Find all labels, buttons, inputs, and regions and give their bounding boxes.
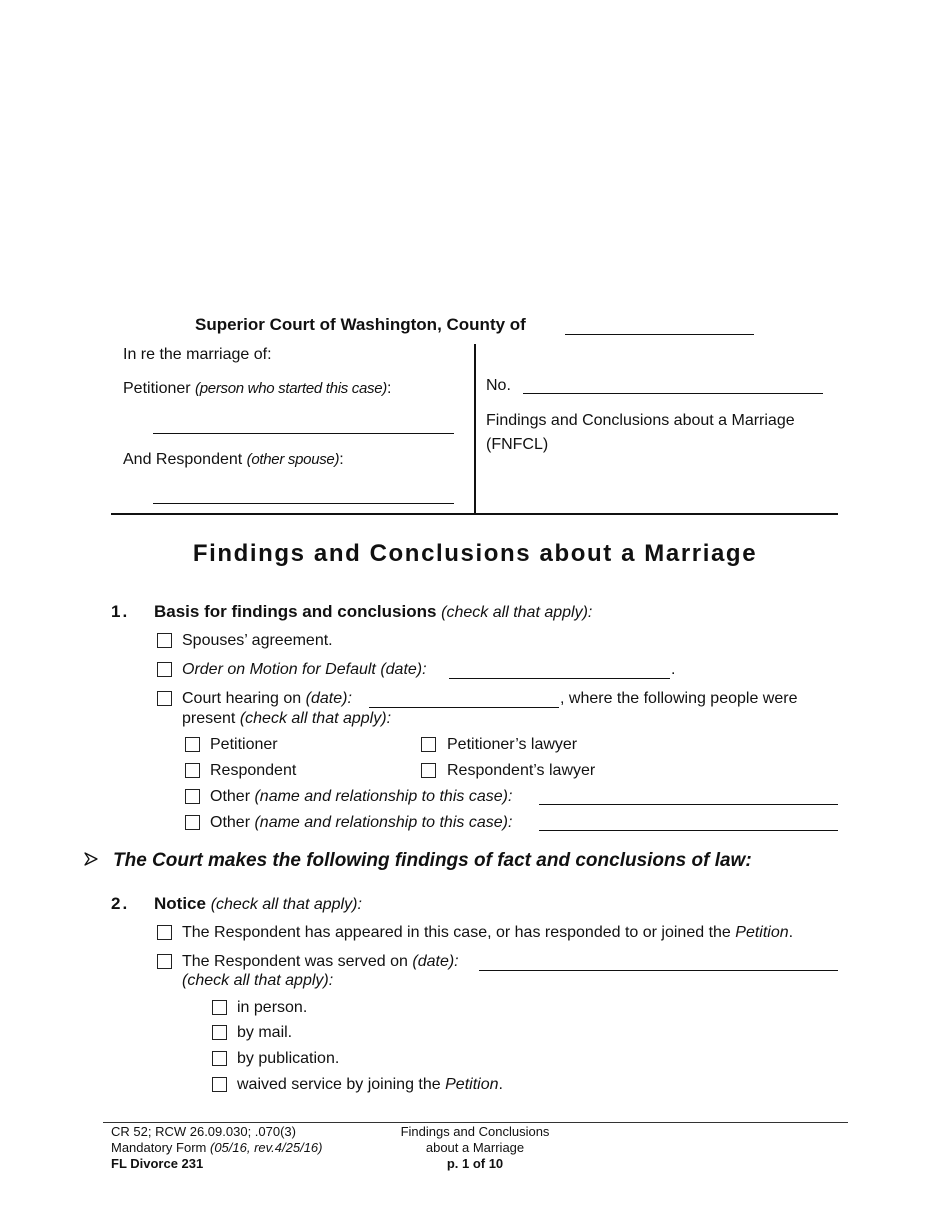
footer-center-line2: about a Marriage (425, 1140, 525, 1155)
respondent-name-field[interactable] (153, 483, 454, 504)
default-period: . (671, 661, 676, 678)
present-respondents-lawyer-label: Respondent’s lawyer (447, 762, 596, 779)
respondent-served-label: The Respondent was served on (date): (182, 953, 459, 970)
present-petitioners-lawyer-label: Petitioner’s lawyer (447, 736, 578, 753)
default-order-checkbox[interactable] (157, 662, 172, 677)
footer-page-number: p. 1 of 10 (446, 1156, 504, 1171)
hearing-tail-text: , where the following people were (560, 690, 798, 707)
footer-form-id: FL Divorce 231 (111, 1156, 204, 1171)
court-hearing-label: Court hearing on (date): (182, 690, 352, 707)
served-in-person-label: in person. (237, 999, 308, 1016)
petitioner-caption-label: Petitioner (person who started this case): (123, 380, 392, 397)
served-by-mail-label: by mail. (237, 1024, 293, 1041)
court-hearing-checkbox[interactable] (157, 691, 172, 706)
present-other-2-checkbox[interactable] (185, 815, 200, 830)
spouses-agreement-checkbox[interactable] (157, 633, 172, 648)
present-petitioners-lawyer-checkbox[interactable] (421, 737, 436, 752)
respondent-caption-label: And Respondent (other spouse): (123, 451, 344, 468)
footer-rules: CR 52; RCW 26.09.030; .070(3) (111, 1124, 296, 1139)
section-2-heading: Notice (check all that apply): (154, 894, 362, 913)
waived-service-label: waived service by joining the Petition. (237, 1076, 503, 1093)
county-field[interactable] (565, 314, 754, 335)
present-other-1-checkbox[interactable] (185, 789, 200, 804)
respondent-served-checkbox[interactable] (157, 954, 172, 969)
respondent-appeared-label: The Respondent has appeared in this case, or has responded to or joined the Petition. (182, 924, 794, 941)
main-title: Findings and Conclusions about a Marriage (192, 540, 758, 567)
present-petitioner-label: Petitioner (210, 736, 278, 753)
footer-center-line1: Findings and Conclusions (400, 1124, 550, 1139)
present-other-1-field[interactable] (539, 784, 838, 805)
doc-title-line2: (FNFCL) (486, 436, 549, 453)
spouses-agreement-label: Spouses’ agreement. (182, 632, 333, 649)
present-other-2-field[interactable] (539, 810, 838, 831)
hearing-date-field[interactable] (369, 687, 559, 708)
served-check-note: (check all that apply): (182, 972, 334, 989)
served-in-person-checkbox[interactable] (212, 1000, 227, 1015)
case-number-field[interactable] (523, 373, 823, 394)
served-date-field[interactable] (479, 950, 838, 971)
present-respondent-checkbox[interactable] (185, 763, 200, 778)
served-by-publication-checkbox[interactable] (212, 1051, 227, 1066)
served-by-publication-label: by publication. (237, 1050, 340, 1067)
present-respondents-lawyer-checkbox[interactable] (421, 763, 436, 778)
present-respondent-label: Respondent (210, 762, 297, 779)
present-label: present (check all that apply): (182, 710, 392, 727)
petitioner-name-field[interactable] (153, 413, 454, 434)
caption-bottom-rule (111, 513, 838, 515)
respondent-appeared-checkbox[interactable] (157, 925, 172, 940)
waived-service-checkbox[interactable] (212, 1077, 227, 1092)
present-other-2-label: Other (name and relationship to this case): (210, 814, 513, 831)
case-no-label: No. (486, 377, 511, 394)
section-1-number: 1. (111, 602, 130, 621)
served-by-mail-checkbox[interactable] (212, 1025, 227, 1040)
caption-divider (474, 344, 476, 515)
present-petitioner-checkbox[interactable] (185, 737, 200, 752)
in-re-label: In re the marriage of: (123, 346, 272, 363)
footer-rule (103, 1122, 848, 1123)
default-order-label: Order on Motion for Default (date): (182, 661, 427, 678)
default-date-field[interactable] (449, 658, 670, 679)
court-title: Superior Court of Washington, County of (195, 315, 526, 334)
court-findings-statement: The Court makes the following findings of fact and conclusions of law: (113, 850, 752, 871)
arrowhead-bullet-icon (83, 851, 99, 867)
footer-mandatory: Mandatory Form (05/16, rev.4/25/16) (111, 1140, 323, 1155)
section-1-heading: Basis for findings and conclusions (check all that apply): (154, 602, 593, 621)
present-other-1-label: Other (name and relationship to this case): (210, 788, 513, 805)
section-2-number: 2. (111, 894, 130, 913)
doc-title-line1: Findings and Conclusions about a Marriage (486, 412, 795, 429)
